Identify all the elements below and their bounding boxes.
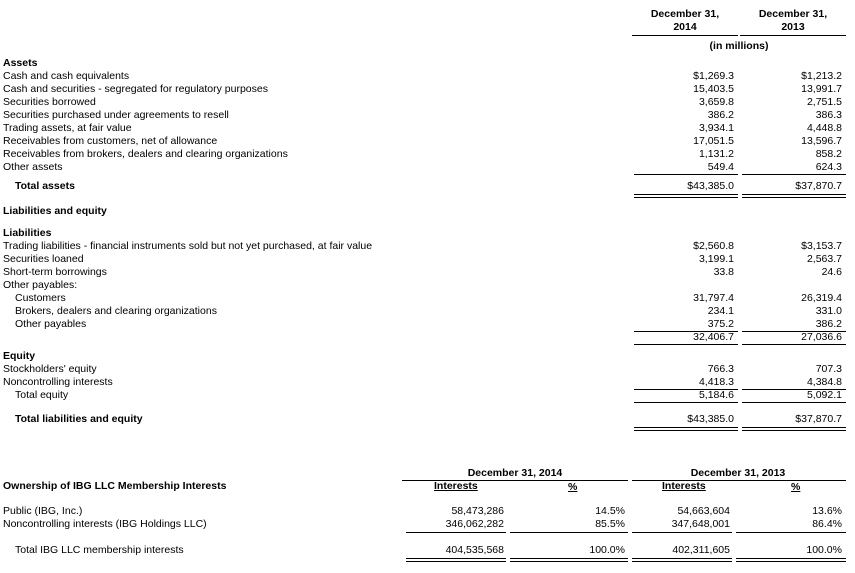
col-2014-header-line1: December 31, xyxy=(650,8,720,20)
ownership-total-int2014: 404,535,568 xyxy=(445,544,504,556)
equity-rule-2013 xyxy=(742,389,846,390)
row-value-2014: 3,934.1 xyxy=(698,122,734,134)
col-2013-header-line1: December 31, xyxy=(758,8,828,20)
total-assets-2013: $37,870.7 xyxy=(795,180,842,192)
row-value-2013: 13,991.7 xyxy=(801,83,842,95)
row-label: Other payables xyxy=(15,318,87,330)
row-label: Securities loaned xyxy=(3,253,84,265)
row-label: Other assets xyxy=(3,161,63,173)
row-value-2014: 17,051.5 xyxy=(693,135,734,147)
ownership-row-int2014: 58,473,286 xyxy=(451,505,504,517)
row-value-2013: 26,319.4 xyxy=(801,292,842,304)
total-liab-equity-label: Total liabilities and equity xyxy=(15,413,143,425)
ownership-rule-int2013 xyxy=(632,532,732,533)
row-label: Securities purchased under agreements to resell xyxy=(3,109,229,121)
row-value-2014: 234.1 xyxy=(707,305,734,317)
liab-subtotal-2013: 27,036.6 xyxy=(801,331,842,343)
total-liab-equity-2014: $43,385.0 xyxy=(687,413,734,425)
row-value-2013: 4,384.8 xyxy=(806,376,842,388)
units-label: (in millions) xyxy=(709,40,769,52)
ownership-period-2014: December 31, 2014 xyxy=(467,467,563,479)
ownership-heading: Ownership of IBG LLC Membership Interests xyxy=(3,480,227,492)
row-value-2014: 5,184.6 xyxy=(698,389,734,401)
total-equity-rule-2013 xyxy=(742,402,846,403)
row-value-2014: 4,418.3 xyxy=(698,376,734,388)
ownership-row-pct2014: 85.5% xyxy=(595,518,625,530)
row-value-2014: 375.2 xyxy=(707,318,734,330)
total-liab-equity-dbl-2013 xyxy=(742,427,846,431)
row-label: Receivables from brokers, dealers and clearing organizations xyxy=(3,148,288,160)
col-2014-header-line2: 2014 xyxy=(673,21,697,33)
equity-heading: Equity xyxy=(3,350,36,362)
row-value-2014: 31,797.4 xyxy=(693,292,734,304)
ownership-row-label: Noncontrolling interests (IBG Holdings LLC) xyxy=(3,518,207,530)
total-assets-dbl-2014 xyxy=(634,194,738,198)
header-rule-2013 xyxy=(740,35,846,36)
liabilities-heading: Liabilities xyxy=(3,227,52,239)
ownership-total-pct2013: 100.0% xyxy=(806,544,842,556)
ownership-total-int2013: 402,311,605 xyxy=(672,544,730,556)
ownership-rule-pct2013 xyxy=(736,532,846,533)
ownership-col-interests-2014: Interests xyxy=(434,480,478,492)
row-label: Securities borrowed xyxy=(3,96,96,108)
row-label: Other payables: xyxy=(3,279,78,291)
ownership-row-int2013: 347,648,001 xyxy=(671,518,730,530)
assets-rule-2013 xyxy=(742,174,846,175)
row-label: Noncontrolling interests xyxy=(3,376,113,388)
row-label: Total equity xyxy=(15,389,69,401)
ownership-period-2013: December 31, 2013 xyxy=(690,467,786,479)
row-value-2014: 766.3 xyxy=(707,363,734,375)
ownership-col-pct-2013: % xyxy=(791,481,801,493)
row-value-2013: 858.2 xyxy=(815,148,842,160)
liab-subtotal-rule-2014 xyxy=(634,344,738,345)
liab-subtotal-2014: 32,406.7 xyxy=(693,331,734,343)
ownership-col-interests-2013: Interests xyxy=(662,480,706,492)
total-assets-dbl-2013 xyxy=(742,194,846,198)
row-value-2013: $3,153.7 xyxy=(801,240,842,252)
col-2013-header-line2: 2013 xyxy=(781,21,805,33)
ownership-row-int2013: 54,663,604 xyxy=(677,505,730,517)
row-value-2014: 1,131.2 xyxy=(698,148,734,160)
row-value-2013: 5,092.1 xyxy=(806,389,842,401)
row-value-2014: $2,560.8 xyxy=(693,240,734,252)
row-value-2013: 331.0 xyxy=(815,305,842,317)
row-label: Cash and cash equivalents xyxy=(3,70,130,82)
ownership-col-pct-2014: % xyxy=(568,481,578,493)
ownership-dbl-int2014 xyxy=(406,558,506,562)
row-value-2014: 3,199.1 xyxy=(698,253,734,265)
total-assets-2014: $43,385.0 xyxy=(687,180,734,192)
row-label: Customers xyxy=(15,292,66,304)
row-value-2013: 386.2 xyxy=(815,318,842,330)
ownership-row-label: Public (IBG, Inc.) xyxy=(3,505,83,517)
total-assets-label: Total assets xyxy=(15,180,75,192)
ownership-dbl-int2013 xyxy=(632,558,732,562)
total-liab-equity-2013: $37,870.7 xyxy=(795,413,842,425)
ownership-total-pct2014: 100.0% xyxy=(589,544,625,556)
header-rule-2014 xyxy=(632,35,738,36)
liab-subtotal-rule-2013 xyxy=(742,344,846,345)
row-value-2014: 3,659.8 xyxy=(698,96,734,108)
assets-rule-2014 xyxy=(634,174,738,175)
row-label: Trading liabilities - financial instruments sold but not yet purchased, at fair value xyxy=(3,240,373,252)
row-value-2013: 624.3 xyxy=(815,161,842,173)
ownership-row-pct2013: 86.4% xyxy=(812,518,842,530)
ownership-dbl-pct2014 xyxy=(510,558,628,562)
row-value-2014: 15,403.5 xyxy=(693,83,734,95)
ownership-rule-pct2014 xyxy=(510,532,628,533)
row-label: Receivables from customers, net of allowance xyxy=(3,135,218,147)
row-value-2013: $1,213.2 xyxy=(801,70,842,82)
row-label: Short-term borrowings xyxy=(3,266,107,278)
row-value-2014: 386.2 xyxy=(707,109,734,121)
total-liab-equity-dbl-2014 xyxy=(634,427,738,431)
ownership-total-label: Total IBG LLC membership interests xyxy=(15,544,184,556)
ownership-row-int2014: 346,062,282 xyxy=(445,518,504,530)
ownership-dbl-pct2013 xyxy=(736,558,846,562)
liab-equity-heading: Liabilities and equity xyxy=(3,205,107,217)
row-value-2013: 24.6 xyxy=(821,266,842,278)
ownership-row-pct2014: 14.5% xyxy=(595,505,625,517)
row-value-2013: 2,563.7 xyxy=(806,253,842,265)
ownership-row-pct2013: 13.6% xyxy=(812,505,842,517)
row-value-2013: 13,596.7 xyxy=(801,135,842,147)
row-value-2014: 33.8 xyxy=(713,266,734,278)
row-value-2014: $1,269.3 xyxy=(693,70,734,82)
row-label: Cash and securities - segregated for regulatory purposes xyxy=(3,83,268,95)
row-label: Brokers, dealers and clearing organizations xyxy=(15,305,217,317)
row-value-2013: 4,448.8 xyxy=(806,122,842,134)
row-label: Stockholders' equity xyxy=(3,363,97,375)
row-value-2013: 386.3 xyxy=(815,109,842,121)
assets-heading: Assets xyxy=(3,57,38,69)
row-value-2013: 707.3 xyxy=(815,363,842,375)
row-value-2013: 2,751.5 xyxy=(806,96,842,108)
ownership-rule-int2014 xyxy=(406,532,506,533)
equity-rule-2014 xyxy=(634,389,738,390)
row-label: Trading assets, at fair value xyxy=(3,122,132,134)
total-equity-rule-2014 xyxy=(634,402,738,403)
row-value-2014: 549.4 xyxy=(707,161,734,173)
